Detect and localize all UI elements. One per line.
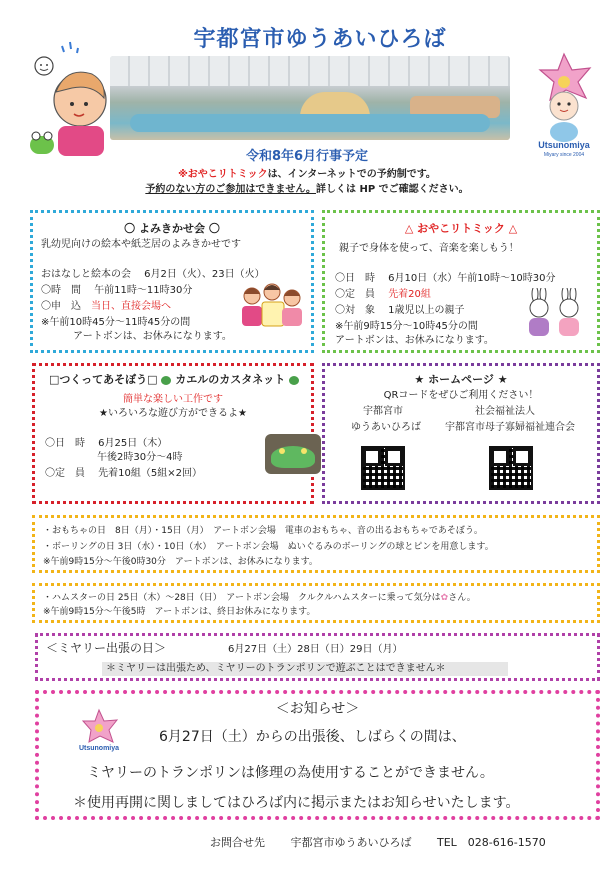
miyary-mascot (520, 48, 608, 158)
craft-box (32, 363, 314, 504)
yomikikase-box (30, 210, 314, 353)
homepage-right1: 社会福祉法人 (475, 406, 535, 417)
reading-kids-illustration (238, 278, 308, 330)
miyary-dates: 6月27日（土）28日（日）29日（月） (228, 644, 403, 655)
hamster-event-box (32, 583, 600, 623)
yomikikase-line1: おはなしと絵本の会 6月2日（火）、23日（火） (41, 269, 265, 280)
craft-heading-a: □つくってあそぼう□ (49, 373, 158, 386)
qr-code-hiroba[interactable] (361, 446, 405, 490)
homepage-desc: QRコードをぜひご利用ください！ (383, 390, 539, 401)
events1-line2: ・ボーリングの日 3日（水）・10日（水） アートボン会場 ぬいぐるみのボーリングの球とピンを用意します。 (43, 542, 494, 552)
announcement-line2: ミヤリーのトランポリンは修理の為使用することができません。 (87, 765, 494, 781)
rhythmic-heading: △ おやこリトミック △ (404, 222, 518, 235)
craft-line1: 〇日 時 6月25日（木） (45, 438, 168, 449)
footer-label: お問合せ先 (210, 836, 265, 849)
rhythmic-line4: ※午前9時15分～10時45分の間 (335, 321, 478, 332)
events2-line2: ※午前9時15分～午後5時 アートボンは、終日お休みになります。 (43, 607, 316, 617)
craft-line2: 午後2時30分～4時 (97, 452, 183, 463)
rhythmic-desc: 親子で身体を使って、音楽を楽しもう！ (339, 243, 519, 254)
castanet-photo (265, 434, 321, 474)
announcement-logo-text: Utsunomiya (78, 745, 120, 752)
yomikikase-line4: ※午前10時45分～11時45分の間 (41, 317, 191, 328)
craft-line3: 〇定 員 先着10組（5組×2回） (45, 468, 203, 479)
frog-icon (161, 376, 171, 385)
bunnies-illustration (515, 288, 591, 340)
schedule-subtitle: 令和8年6月行事予定 (245, 149, 369, 164)
yomikikase-line2: 〇時 間 午前11時～11時30分 (41, 285, 193, 296)
announcement-line3: ＊使用再開に関しましてはひろば内に掲示またはお知らせいたします。 (73, 795, 520, 811)
notice-red: ※おやこリトミック (178, 169, 268, 180)
homepage-left2: ゆうあいひろば (351, 422, 421, 433)
miyary-trip-box (35, 633, 600, 681)
rhythmic-line3: 〇対 象 1歳児以上の親子 (335, 305, 465, 316)
events2-line1-tail: さん。 (448, 593, 476, 603)
yomikikase-line5: アートボンは、お休みになります。 (73, 331, 232, 342)
miyary-heading: ＜ミヤリー出張の日＞ (46, 641, 167, 655)
contact-footer (210, 834, 546, 850)
footer-org: 宇都宮市ゆうあいひろば (290, 836, 412, 849)
yomikikase-heading: 〇 よみきかせ会 〇 (124, 222, 220, 235)
miyary-note: ＊ミヤリーは出張ため、ミヤリーのトランポリンで遊ぶことはできません＊ (102, 662, 508, 676)
events1-line3: ※午前9時15分～午後0時30分 アートボンは、お休みになります。 (43, 557, 318, 567)
reservation-notice (0, 165, 614, 180)
qr-code-federation[interactable] (489, 446, 533, 490)
rhythmic-line2-value: 先着20組 (388, 289, 431, 300)
yomikikase-line3-value: 当日、直接会場へ (91, 301, 171, 312)
homepage-box (322, 363, 600, 504)
mascot-caption: Miyary since 2004 (543, 152, 585, 158)
flower-icon: ✿ (440, 593, 449, 603)
homepage-heading: ★ ホームページ ★ (414, 373, 508, 386)
facility-photo (110, 56, 510, 140)
craft-sub1: 簡単な楽しい工作です (123, 394, 223, 405)
craft-sub2: ★いろいろな遊び方ができるよ★ (99, 408, 247, 419)
events1-line1: ・おもちゃの日 8日（月）・15日（月） アートボン会場 電車のおもちゃ、音の出るおもちゃであそぼう。 (43, 526, 483, 536)
announcement-heading: ＜お知らせ＞ (275, 701, 360, 717)
reservation-notice-2 (0, 180, 614, 195)
homepage-right2: 宇都宮市母子寡婦福祉連合会 (445, 422, 575, 433)
rhythmic-line1: 〇日 時 6月10日（水）午前10時～10時30分 (335, 273, 556, 284)
notice2-rest: 詳しくは HP でご確認ください。 (315, 184, 469, 195)
rhythmic-line2-label: 〇定 員 (335, 289, 389, 300)
rhythmic-line5: アートボンは、お休みになります。 (335, 335, 494, 346)
notice-rest: は、インターネットでの予約制です。 (267, 169, 436, 180)
toy-bowling-events-box (32, 515, 600, 573)
announcement-box (35, 690, 600, 820)
rhythmic-box (322, 210, 600, 353)
frog-icon (289, 376, 299, 385)
announcement-line1: 6月27日（土）からの出張後、しばらくの間は、 (159, 729, 466, 745)
yomikikase-line3-label: 〇申 込 (41, 301, 91, 312)
events2-line1: ・ハムスターの日 25日（木）～28日（日） アートボン会場 クルクルハムスターに乗って気分は (43, 593, 441, 603)
footer-tel: TEL 028-616-1570 (437, 836, 546, 849)
craft-heading-b: カエルのカスタネット (175, 373, 286, 386)
page-title: 宇都宮市ゆうあいひろば (193, 27, 447, 52)
child-illustration (22, 38, 114, 160)
yomikikase-desc: 乳幼児向けの絵本や紙芝居のよみきかせです (41, 239, 241, 250)
homepage-left1: 宇都宮市 (363, 406, 403, 417)
notice2-underlined: 予約のない方のご参加はできません。 (145, 184, 316, 195)
mascot-logo-text: Utsunomiya (538, 140, 590, 150)
